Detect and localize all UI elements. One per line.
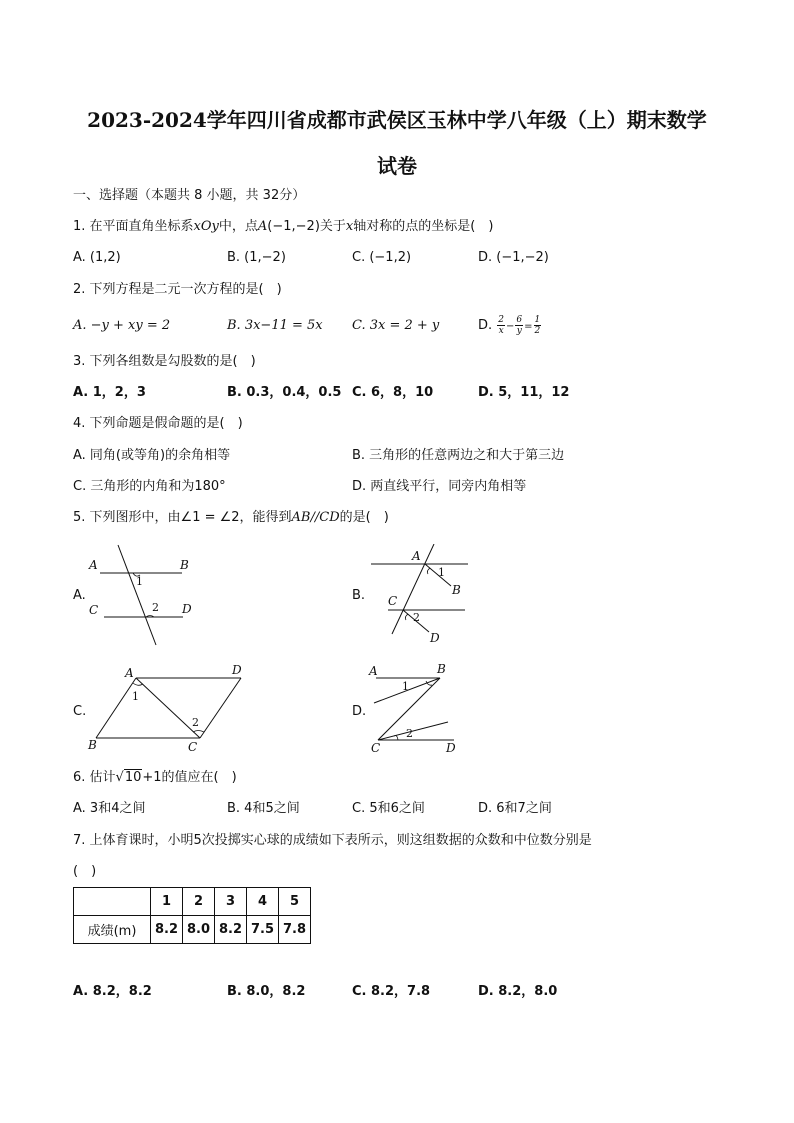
figure-d	[368, 660, 468, 755]
label-d: D	[232, 663, 242, 677]
q3-option-a[interactable]: A. 1，2，3	[73, 385, 146, 400]
question-7-stem: 7. 上体育课时，小明5次投掷实心球的成绩如下表所示，则这组数据的众数和中位数分别是	[73, 833, 592, 848]
q5-option-b-label[interactable]: B.	[352, 588, 366, 603]
score-table	[73, 887, 311, 944]
table-cell: 7.5	[247, 916, 279, 944]
label-b: B	[180, 558, 189, 572]
q2-option-c[interactable]: C. 3x = 2 + y	[352, 318, 440, 333]
table-header-cell: 5	[279, 888, 311, 916]
question-4-stem: 4. 下列命题是假命题的是( )	[73, 416, 243, 431]
table-row-label: 成绩(m)	[74, 916, 151, 944]
table-cell: 7.8	[279, 916, 311, 944]
q2-option-a[interactable]: A. −y + xy = 2	[73, 318, 171, 333]
q6-option-a[interactable]: A. 3和4之间	[73, 801, 146, 816]
page-title: 2023-2024学年四川省成都市武侯区玉林中学八年级（上）期末数学	[87, 108, 707, 132]
label-a: A	[125, 666, 134, 680]
segment-c2	[378, 722, 448, 740]
q2-option-b[interactable]: B. 3x−11 = 5x	[227, 318, 323, 333]
q3-option-d[interactable]: D. 5，11，12	[478, 385, 570, 400]
figure-b	[368, 544, 478, 649]
table-row	[74, 916, 311, 944]
question-5-stem: 5. 下列图形中，由∠1 = ∠2，能得到AB//CD的是( )	[73, 510, 389, 525]
label-c: C	[89, 603, 99, 617]
fraction: $\frac{6}{y}$	[516, 315, 523, 336]
question-6-stem: 6. 估计√10+1的值应在( )	[73, 770, 237, 785]
q1-option-c[interactable]: C. (−1,2)	[352, 250, 412, 265]
fraction: $\frac{2}{x}$	[498, 315, 505, 336]
q7-option-a[interactable]: A. 8.2，8.2	[73, 984, 152, 999]
table-header-cell: 2	[183, 888, 215, 916]
q5-option-d-label[interactable]: D.	[352, 704, 367, 719]
label-d: D	[182, 602, 192, 616]
label-2: 2	[413, 611, 420, 624]
angle-arc	[405, 614, 408, 620]
section-heading: 一、选择题（本题共 8 小题，共 32分）	[73, 188, 306, 203]
q7-option-b[interactable]: B. 8.0，8.2	[227, 984, 306, 999]
transversal	[118, 545, 156, 645]
question-1-stem: 1. 在平面直角坐标系xOy中，点A(−1,−2)关于x轴对称的点的坐标是( )	[73, 219, 494, 234]
q1-option-b[interactable]: B. (1,−2)	[227, 250, 286, 265]
q4-option-a[interactable]: A. 同角(或等角)的余角相等	[73, 448, 231, 463]
q1-option-a[interactable]: A. (1,2)	[73, 250, 121, 265]
angle-arc	[427, 568, 430, 574]
page-title-cont: 试卷	[377, 154, 417, 178]
q6-option-d[interactable]: D. 6和7之间	[478, 801, 552, 816]
table-cell: 8.2	[151, 916, 183, 944]
table-header-row	[74, 888, 311, 916]
q1-option-d[interactable]: D. (−1,−2)	[478, 250, 549, 265]
side-ab	[96, 678, 136, 738]
label-a: A	[369, 664, 378, 678]
label-1: 1	[438, 566, 445, 579]
label-c: C	[371, 741, 381, 755]
fraction: $\frac{1}{2}$	[534, 315, 541, 336]
q4-option-b[interactable]: B. 三角形的任意两边之和大于第三边	[352, 448, 565, 463]
label-1: 1	[402, 680, 409, 693]
question-2-stem: 2. 下列方程是二元一次方程的是( )	[73, 282, 282, 297]
label-d: D	[430, 631, 440, 645]
label-2: 2	[192, 716, 199, 729]
diagonal-ac	[136, 678, 200, 738]
sqrt-symbol: √	[115, 770, 124, 785]
q4-option-c[interactable]: C. 三角形的内角和为180°	[73, 479, 226, 494]
q6-option-b[interactable]: B. 4和5之间	[227, 801, 300, 816]
side-cd	[200, 678, 241, 738]
label-b: B	[452, 583, 461, 597]
q5-option-c-label[interactable]: C.	[73, 704, 87, 719]
label-b: B	[88, 738, 97, 752]
table-header-cell	[74, 888, 151, 916]
label-2: 2	[152, 601, 159, 614]
label-c: C	[388, 594, 398, 608]
q4-option-d[interactable]: D. 两直线平行，同旁内角相等	[352, 479, 527, 494]
angle-arc	[193, 731, 204, 733]
q3-option-b[interactable]: B. 0.3，0.4，0.5	[227, 385, 342, 400]
table-header-cell: 4	[247, 888, 279, 916]
label-a: A	[89, 558, 98, 572]
question-3-stem: 3. 下列各组数是勾股数的是( )	[73, 354, 256, 369]
q7-option-d[interactable]: D. 8.2，8.0	[478, 984, 558, 999]
label-2: 2	[406, 727, 413, 740]
q2-option-d[interactable]: D. $\frac{2}{x}$ − $\frac{6}{y}$ = $\frac{1}{2}$	[478, 315, 541, 336]
label-1: 1	[136, 575, 143, 588]
table-header-cell: 1	[151, 888, 183, 916]
label-d: D	[446, 741, 456, 755]
figure-a	[84, 540, 194, 650]
question-7-stem-cont: ( )	[73, 864, 97, 879]
q5-option-a-label[interactable]: A.	[73, 588, 86, 603]
table-header-cell: 3	[215, 888, 247, 916]
label-1: 1	[132, 690, 139, 703]
table-cell: 8.2	[215, 916, 247, 944]
q6-option-c[interactable]: C. 5和6之间	[352, 801, 425, 816]
label-a: A	[412, 549, 421, 563]
table-cell: 8.0	[183, 916, 215, 944]
label-b: B	[437, 662, 446, 676]
q7-option-c[interactable]: C. 8.2，7.8	[352, 984, 431, 999]
figure-c	[86, 660, 246, 755]
label-c: C	[188, 740, 198, 754]
q3-option-c[interactable]: C. 6，8，10	[352, 385, 434, 400]
